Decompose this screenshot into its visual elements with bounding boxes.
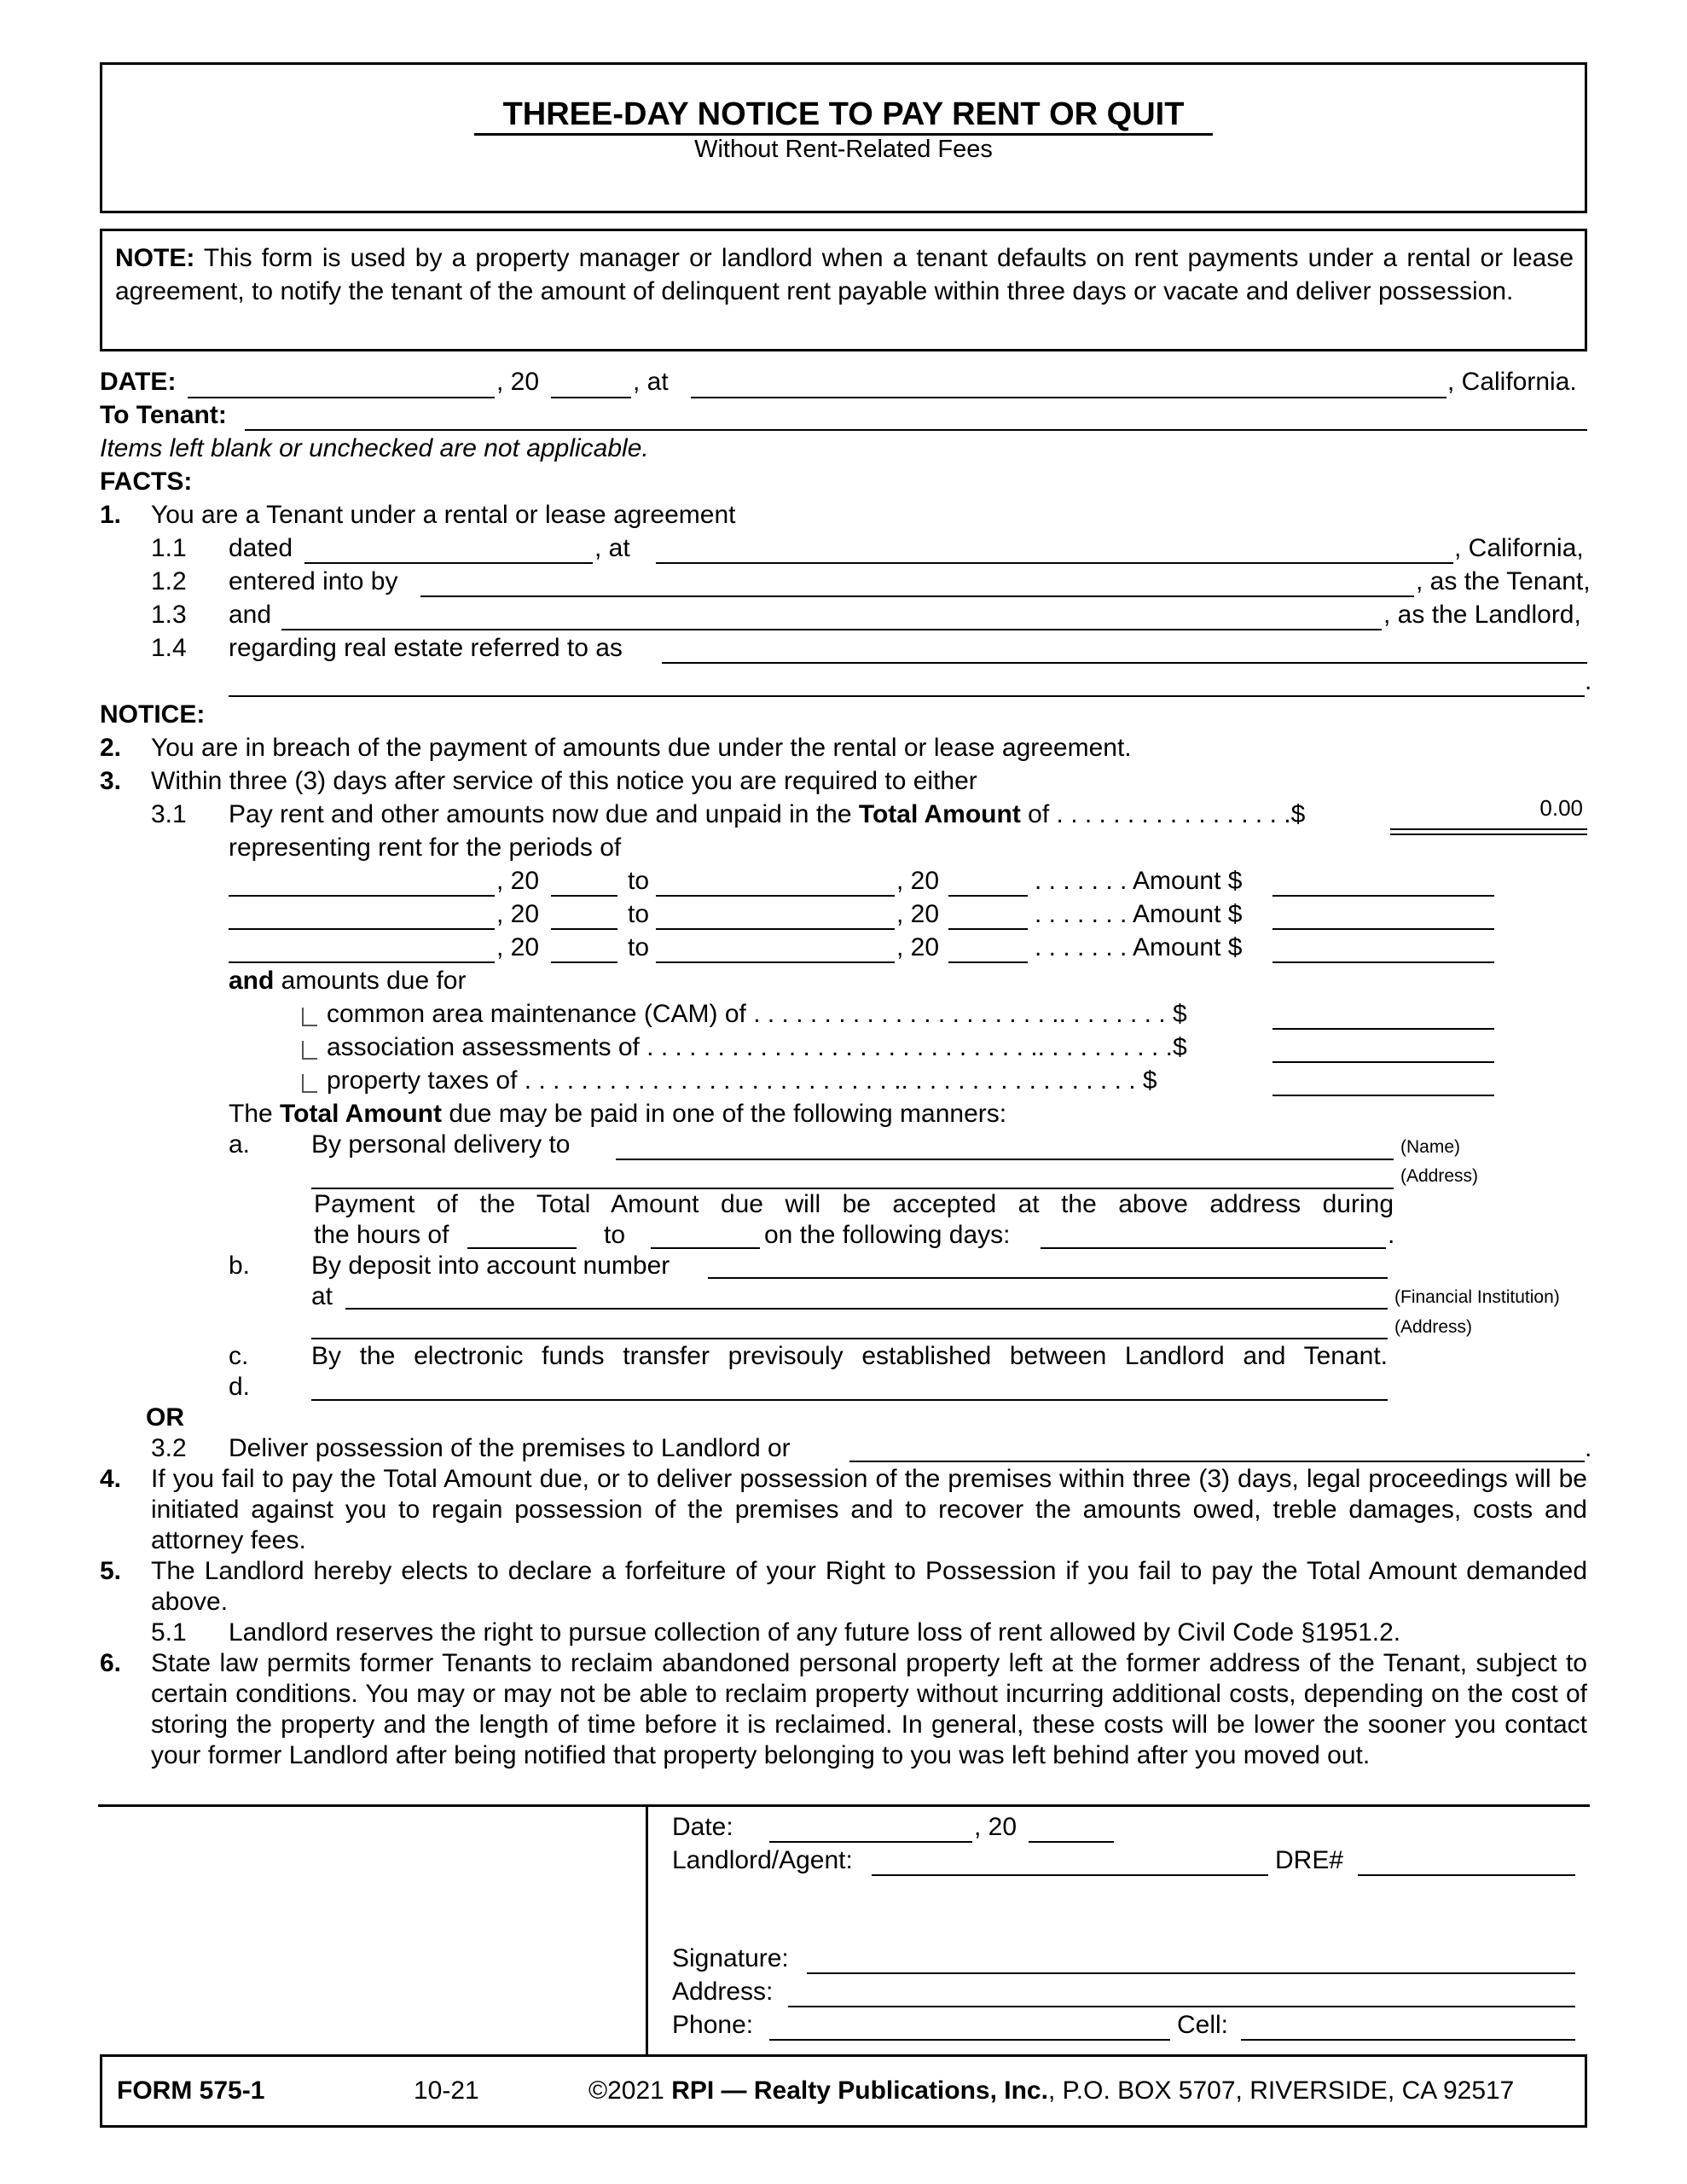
sig-year-prefix: , 20 xyxy=(974,1813,1017,1841)
item-1-4-text: regarding real estate referred to as xyxy=(229,634,623,662)
option-b-text: By deposit into account number xyxy=(311,1252,670,1280)
days-field[interactable] xyxy=(1041,1247,1386,1249)
form-number: FORM 575-1 xyxy=(117,2077,265,2105)
item-3-2-text: Deliver possession of the premises to Landlord or xyxy=(229,1434,791,1462)
sig-date-label: Date: xyxy=(672,1813,733,1841)
taxes-checkbox[interactable] xyxy=(302,1074,317,1093)
item-1-1-text: dated xyxy=(229,534,293,562)
sig-year-field[interactable] xyxy=(1029,1841,1114,1843)
option-a-letter: a. xyxy=(229,1130,251,1159)
agent-field[interactable] xyxy=(872,1874,1268,1876)
period-end-year-prefix: , 20 xyxy=(896,933,940,961)
facts-heading: FACTS: xyxy=(100,468,193,496)
agreement-date-field[interactable] xyxy=(304,562,593,564)
form-title: THREE-DAY NOTICE TO PAY RENT OR QUIT xyxy=(502,96,1185,132)
period-to: to xyxy=(628,900,650,928)
period-amount-field[interactable] xyxy=(1272,928,1494,930)
item-2-text: You are in breach of the payment of amounts due under the rental or lease agreement. xyxy=(151,734,1132,762)
tenant-field[interactable] xyxy=(245,429,1587,431)
item-1-3-num: 1.3 xyxy=(151,601,187,629)
cam-amount-field[interactable] xyxy=(1272,1028,1494,1030)
item-6-text: State law permits former Tenants to reclaim abandoned personal property left at the former address of the Tenant, subject to certain conditions. You may or may not be able to reclaim property without incurring additional costs, depending on the cost of storing the property and the length of time before it is reclaimed. In general, these costs will be lower the sooner you contact your former Landlord after being notified that property belonging to you was left behind after you moved out. xyxy=(151,1649,1587,1769)
item-1-3-text: and xyxy=(229,601,272,629)
financial-institution-caption: (Financial Institution) xyxy=(1394,1287,1560,1307)
option-a-text: By personal delivery to xyxy=(311,1130,571,1159)
agent-label: Landlord/Agent: xyxy=(672,1846,853,1874)
institution-address-field[interactable] xyxy=(311,1338,1388,1339)
option-b-at: at xyxy=(311,1282,333,1310)
sig-date-field[interactable] xyxy=(769,1841,972,1843)
form-subtitle: Without Rent-Related Fees xyxy=(694,136,993,163)
option-b-letter: b. xyxy=(229,1252,251,1280)
city-field[interactable] xyxy=(691,397,1446,398)
item-5-text: The Landlord hereby elects to declare a forfeiture of your Right to Possession if you fail to pay the Total Amount demanded above. xyxy=(151,1557,1587,1616)
cam-label: common area maintenance (CAM) of . . . . . . . . . . . . . . . . . . . . . .. . . . . . . . $ xyxy=(327,1000,1187,1028)
total-amount-field[interactable] xyxy=(1390,828,1587,830)
note-text: NOTE: This form is used by a property manager or landlord when a tenant defaults on rent payments under a rental or lease agreement, to notify the tenant of the amount of delinquent rent payable within three days or vacate and deliver possession. xyxy=(115,244,1574,305)
period-to: to xyxy=(628,867,650,895)
tenant-name-field[interactable] xyxy=(420,595,1414,597)
cell-field[interactable] xyxy=(1241,2039,1575,2041)
option-d-field[interactable] xyxy=(311,1399,1388,1401)
item-3-text: Within three (3) days after service of this notice you are required to either xyxy=(151,767,977,795)
item-3-num: 3. xyxy=(100,767,122,795)
payment-manner-label: The Total Amount due may be paid in one of the following manners: xyxy=(229,1100,1007,1128)
year-prefix: , 20 xyxy=(496,368,540,396)
item-4-text: If you fail to pay the Total Amount due, or to deliver possession of the premises within three (3) days, legal proceedings will be initiated against you to regain possession of the premises and to recover the amounts owed, treble damages, costs and attorney fees. xyxy=(151,1465,1587,1554)
hours-from-field[interactable] xyxy=(467,1247,577,1249)
period-start-date[interactable] xyxy=(229,928,495,930)
hours-to-label: to xyxy=(604,1221,626,1249)
financial-institution-field[interactable] xyxy=(345,1308,1388,1310)
item-2-num: 2. xyxy=(100,734,122,762)
total-amount-value: 0.00 xyxy=(1539,795,1583,821)
period-end-date[interactable] xyxy=(656,928,895,930)
item-1-4-num: 1.4 xyxy=(151,634,187,662)
item-3-1-num: 3.1 xyxy=(151,800,187,828)
item-1-2-num: 1.2 xyxy=(151,567,187,595)
payment-hours-text: Payment of the Total Amount due will be accepted at the above address during xyxy=(314,1190,1394,1218)
item-1-1-at: , at xyxy=(594,534,630,562)
total-amount-double xyxy=(1390,834,1587,835)
period-amount-label: . . . . . . . Amount $ xyxy=(1035,867,1243,895)
or-label: OR xyxy=(146,1403,184,1432)
item-1-2-text: entered into by xyxy=(229,567,398,595)
period-start-year[interactable] xyxy=(551,928,617,930)
item-1-text: You are a Tenant under a rental or lease agreement xyxy=(151,501,736,529)
item-1-3-suffix: , as the Landlord, xyxy=(1383,601,1581,629)
period-start-year-prefix: , 20 xyxy=(496,867,540,895)
assoc-checkbox[interactable] xyxy=(302,1041,317,1060)
item-5-num: 5. xyxy=(100,1557,122,1585)
assoc-amount-field[interactable] xyxy=(1272,1061,1494,1063)
item-4-num: 4. xyxy=(100,1465,122,1493)
institution-address-caption: (Address) xyxy=(1394,1317,1473,1337)
period-start-date[interactable] xyxy=(229,961,495,963)
dre-field[interactable] xyxy=(1358,1874,1575,1876)
dre-label: DRE# xyxy=(1275,1846,1344,1874)
date-label: DATE: xyxy=(100,368,177,396)
signature-label: Signature: xyxy=(672,1944,789,1972)
copyright: ©2021 RPI — Realty Publications, Inc., P.O. BOX 5707, RIVERSIDE, CA 92517 xyxy=(588,2077,1515,2105)
option-c-text: By the electronic funds transfer previsouly established between Landlord and Tenant. xyxy=(311,1342,1388,1370)
period-start-year[interactable] xyxy=(551,961,617,963)
account-number-field[interactable] xyxy=(708,1277,1388,1279)
possession-field[interactable] xyxy=(849,1461,1585,1462)
days-label: on the following days: xyxy=(764,1221,1011,1249)
landlord-name-field[interactable] xyxy=(281,629,1382,630)
item-6-num: 6. xyxy=(100,1649,122,1677)
period-end-year-prefix: , 20 xyxy=(896,900,940,928)
year-field[interactable] xyxy=(551,397,631,398)
signature-divider xyxy=(646,1807,648,2054)
phone-field[interactable] xyxy=(769,2039,1170,2041)
delivery-name-field[interactable] xyxy=(616,1159,1394,1160)
real-estate-field-2[interactable] xyxy=(229,695,1585,697)
cell-label: Cell: xyxy=(1177,2011,1229,2039)
california-label: , California. xyxy=(1447,368,1577,396)
taxes-label: property taxes of . . . . . . . . . . . . . . . . . . . . . . . . . . .. . . . . . . . . . . . . . . . . $ xyxy=(327,1066,1157,1095)
item-5-1-text: Landlord reserves the right to pursue collection of any future loss of rent allowed by Civil Code §1951.2. xyxy=(229,1618,1401,1647)
hours-to-field[interactable] xyxy=(651,1247,760,1249)
period-start-year-prefix: , 20 xyxy=(496,900,540,928)
date-field[interactable] xyxy=(188,397,495,398)
item-1-4-end: . xyxy=(1585,667,1592,695)
address-caption: (Address) xyxy=(1400,1166,1479,1186)
signature-top-rule xyxy=(98,1804,1590,1807)
period-amount-label: . . . . . . . Amount $ xyxy=(1035,933,1243,961)
item-1-1-num: 1.1 xyxy=(151,534,187,562)
item-3-2-end: . xyxy=(1585,1434,1592,1462)
period-end-date[interactable] xyxy=(656,895,895,897)
name-caption: (Name) xyxy=(1400,1137,1461,1157)
form-revision: 10-21 xyxy=(414,2077,479,2105)
period-end-year[interactable] xyxy=(948,961,1028,963)
item-3-1-text: Pay rent and other amounts now due and unpaid in the Total Amount of . . . . . . . . . . . . . . . . .$ xyxy=(229,800,1306,828)
period-end-date[interactable] xyxy=(656,961,895,963)
assoc-label: association assessments of . . . . . . . . . . . . . . . . . . . . . . . . . . . .. . . . . . . . . .$ xyxy=(327,1033,1187,1061)
period-amount-field[interactable] xyxy=(1272,961,1494,963)
hours-label: the hours of xyxy=(314,1221,449,1249)
item-3-2-num: 3.2 xyxy=(151,1434,187,1462)
at-label: , at xyxy=(633,368,669,396)
phone-label: Phone: xyxy=(672,2011,754,2039)
option-d-letter: d. xyxy=(229,1373,251,1401)
blank-note: Items left blank or unchecked are not applicable. xyxy=(100,434,649,462)
period-amount-field[interactable] xyxy=(1272,895,1494,897)
cam-checkbox[interactable] xyxy=(302,1008,317,1026)
period-amount-label: . . . . . . . Amount $ xyxy=(1035,900,1243,928)
taxes-amount-field[interactable] xyxy=(1272,1095,1494,1096)
option-c-letter: c. xyxy=(229,1342,249,1370)
period-start-year-prefix: , 20 xyxy=(496,933,540,961)
item-1-2-suffix: , as the Tenant, xyxy=(1416,567,1591,595)
agreement-city-field[interactable] xyxy=(656,562,1453,564)
notice-heading: NOTICE: xyxy=(100,700,206,729)
to-tenant-label: To Tenant: xyxy=(100,401,227,429)
and-amounts-label: and amounts due for xyxy=(229,967,467,995)
item-1-1-california: , California, xyxy=(1454,534,1584,562)
period-end-year[interactable] xyxy=(948,928,1028,930)
item-1-num: 1. xyxy=(100,501,122,529)
sig-address-label: Address: xyxy=(672,1978,774,2006)
period-end-year[interactable] xyxy=(948,895,1028,897)
periods-label: representing rent for the periods of xyxy=(229,834,622,862)
period-start-date[interactable] xyxy=(229,895,495,897)
signature-field[interactable] xyxy=(807,1972,1575,1974)
period-start-year[interactable] xyxy=(551,895,617,897)
item-5-1-num: 5.1 xyxy=(151,1618,187,1647)
days-end: . xyxy=(1388,1221,1395,1249)
period-end-year-prefix: , 20 xyxy=(896,867,940,895)
sig-address-field[interactable] xyxy=(788,2006,1575,2007)
period-to: to xyxy=(628,933,650,961)
real-estate-field[interactable] xyxy=(662,662,1587,664)
